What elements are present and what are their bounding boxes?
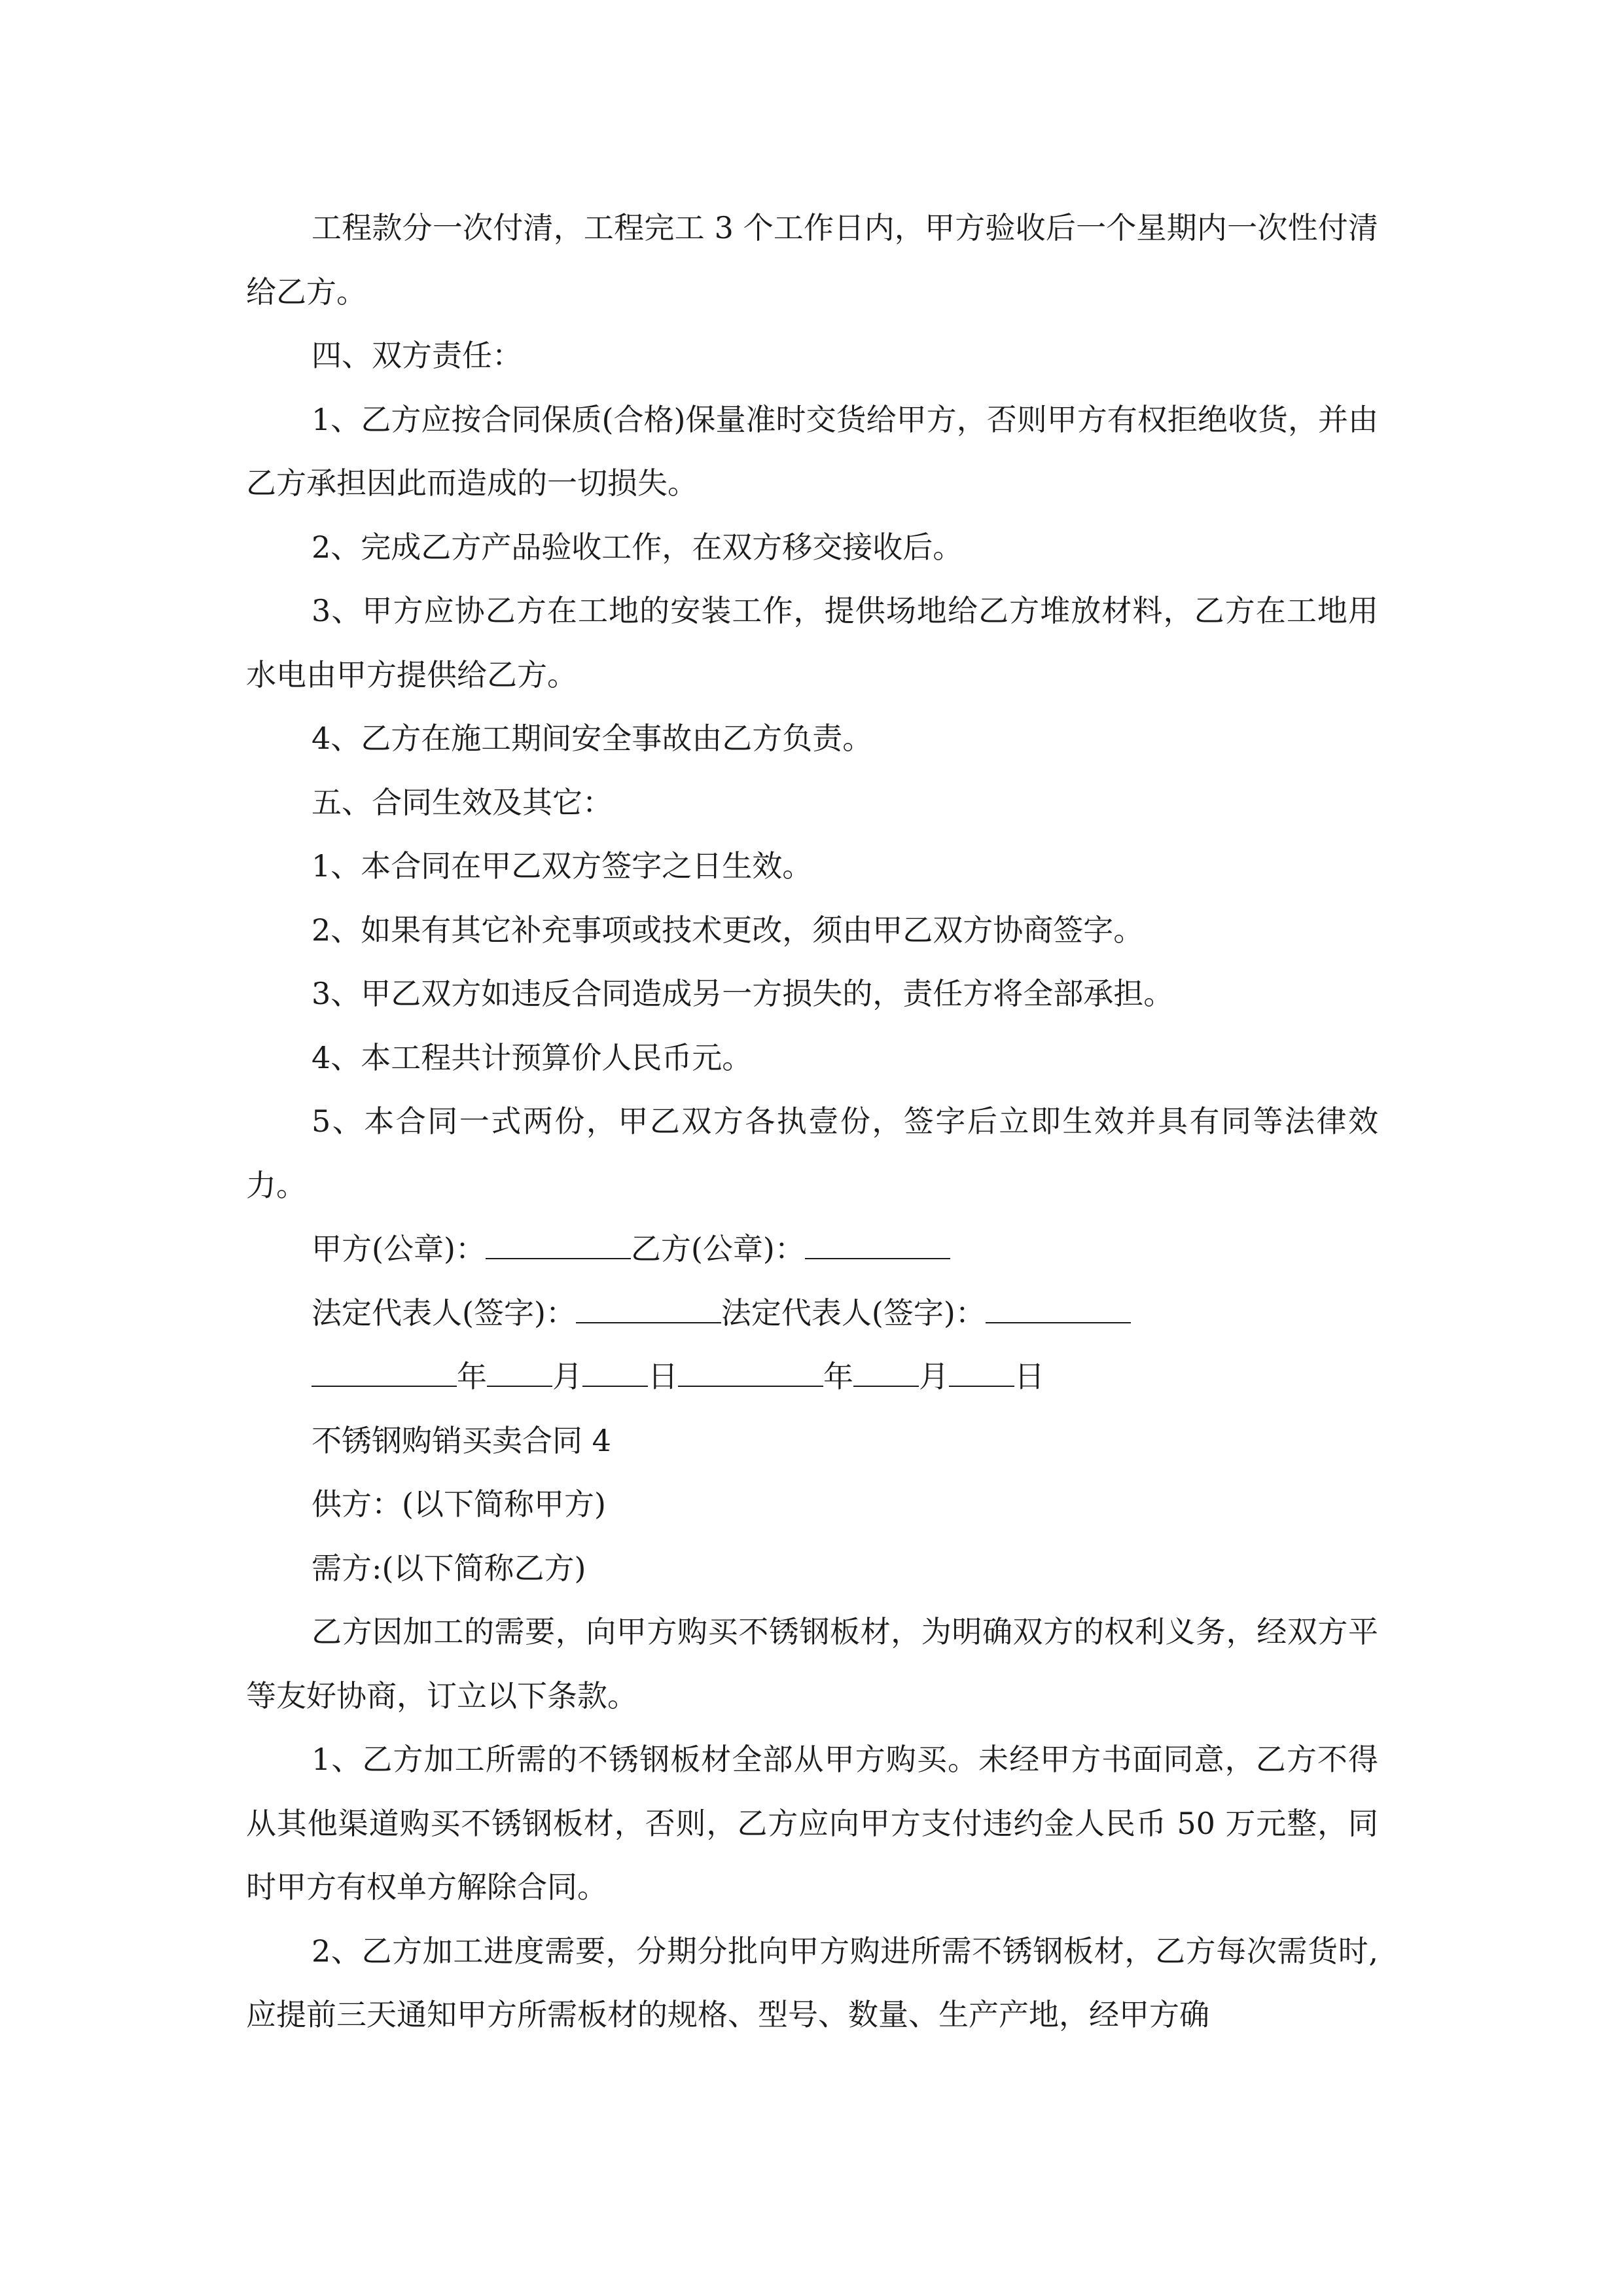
rep-b-blank[interactable] bbox=[986, 1296, 1131, 1323]
signature-date-line bbox=[246, 1345, 1378, 1409]
date-b-day-label: 日 bbox=[1014, 1359, 1044, 1394]
signature-rep-line bbox=[246, 1282, 1378, 1346]
contract4-clause-1: 1、乙方加工所需的不锈钢板材全部从甲方购买。未经甲方书面同意，乙方不得从其他渠道购买不锈钢板材，否则，乙方应向甲方支付违约金人民币 50 万元整，同时甲方有权单方解除合同。 bbox=[246, 1742, 1378, 1905]
date-b-day-blank[interactable] bbox=[949, 1359, 1014, 1387]
date-a-day-blank[interactable] bbox=[582, 1359, 648, 1387]
paragraph-payment: 工程款分一次付清，工程完工 3 个工作日内，甲方验收后一个星期内一次性付清给乙方。 bbox=[246, 210, 1378, 310]
document-body bbox=[246, 196, 1378, 2047]
contract4-clause-2: 2、乙方加工进度需要，分期分批向甲方购进所需不锈钢板材，乙方每次需货时,应提前三天通知甲方所需板材的规格、型号、数量、生产产地，经甲方确 bbox=[246, 1933, 1378, 2032]
paragraph-effect-2: 2、如果有其它补充事项或技术更改，须由甲乙双方协商签字。 bbox=[312, 912, 1144, 948]
date-b-month-blank[interactable] bbox=[853, 1359, 919, 1387]
paragraph-effect-1: 1、本合同在甲乙双方签字之日生效。 bbox=[312, 848, 813, 884]
party-a-seal-blank[interactable] bbox=[486, 1232, 631, 1259]
date-a-month-label: 月 bbox=[552, 1359, 582, 1394]
party-b-seal-blank[interactable] bbox=[805, 1232, 950, 1259]
paragraph-effect-5: 5、本合同一式两份，甲乙双方各执壹份，签字后立即生效并具有同等法律效力。 bbox=[246, 1103, 1378, 1203]
rep-b-label: 法定代表人(签字)： bbox=[721, 1295, 986, 1331]
paragraph-resp-3: 3、甲方应协乙方在工地的安装工作，提供场地给乙方堆放材料，乙方在工地用水电由甲方提供给乙方。 bbox=[246, 593, 1378, 692]
date-a-year-label: 年 bbox=[457, 1359, 487, 1394]
contract4-title: 不锈钢购销买卖合同 4 bbox=[312, 1422, 611, 1458]
signature-seal-line bbox=[246, 1217, 1378, 1282]
paragraph-effect-4: 4、本工程共计预算价人民币元。 bbox=[312, 1039, 753, 1075]
paragraph-resp-1: 1、乙方应按合同保质(合格)保量准时交货给甲方，否则甲方有权拒绝收货，并由乙方承担因此而造成的一切损失。 bbox=[246, 401, 1378, 501]
date-b-year-blank[interactable] bbox=[678, 1359, 823, 1387]
contract4-supplier: 供方：(以下简称甲方) bbox=[312, 1486, 606, 1522]
date-a-year-blank[interactable] bbox=[312, 1359, 457, 1387]
paragraph-resp-4: 4、乙方在施工期间安全事故由乙方负责。 bbox=[312, 721, 873, 756]
paragraph-resp-2: 2、完成乙方产品验收工作，在双方移交接收后。 bbox=[312, 529, 963, 565]
party-a-seal-label: 甲方(公章)： bbox=[312, 1231, 486, 1266]
rep-a-blank[interactable] bbox=[576, 1296, 721, 1323]
rep-a-label: 法定代表人(签字)： bbox=[312, 1295, 576, 1331]
contract4-intro: 乙方因加工的需要，向甲方购买不锈钢板材，为明确双方的权利义务，经双方平等友好协商，订立以下条款。 bbox=[246, 1614, 1378, 1713]
party-b-seal-label: 乙方(公章)： bbox=[630, 1231, 805, 1266]
date-a-month-blank[interactable] bbox=[487, 1359, 552, 1387]
date-a-day-label: 日 bbox=[648, 1359, 678, 1394]
contract4-buyer: 需方:(以下简称乙方) bbox=[312, 1550, 586, 1586]
section-heading-responsibilities: 四、双方责任： bbox=[312, 338, 522, 373]
date-b-month-label: 月 bbox=[919, 1359, 949, 1394]
paragraph-effect-3: 3、甲乙双方如违反合同造成另一方损失的，责任方将全部承担。 bbox=[312, 976, 1174, 1011]
section-heading-effect: 五、合同生效及其它： bbox=[312, 784, 613, 820]
date-b-year-label: 年 bbox=[823, 1359, 853, 1394]
